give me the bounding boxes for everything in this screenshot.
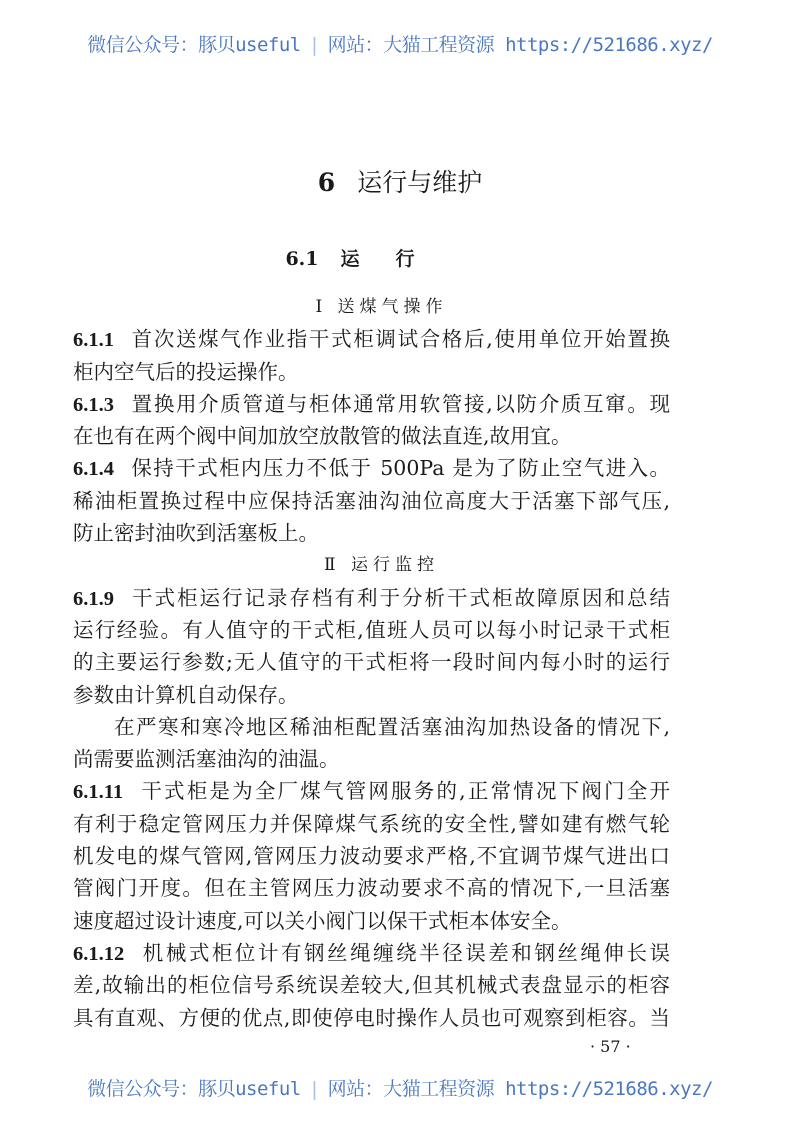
line-text: 参数由计算机自动保存。: [73, 682, 299, 707]
text-line: [73, 775, 670, 807]
clause-number: 6.1.11: [73, 781, 124, 804]
text-line: [73, 905, 670, 937]
watermark-right: 网站：大猫工程资源 https://521686.xyz/: [327, 1078, 713, 1100]
line-text: 在严寒和寒冷地区稀油柜配置活塞油沟加热设备的情况下,: [114, 714, 670, 739]
watermark-right: 网站：大猫工程资源 https://521686.xyz/: [327, 34, 713, 56]
text-line: [73, 872, 670, 904]
line-text: 管阀门开度。但在主管网压力波动要求不高的情况下,一旦活塞: [73, 876, 670, 901]
line-text: 干式柜运行记录存档有利于分析干式柜故障原因和总结: [130, 585, 670, 610]
text-line: [73, 582, 670, 614]
line-text: Ⅱ 运行监控: [324, 555, 439, 576]
section-title: 运行: [340, 248, 451, 270]
text-line: [73, 679, 670, 711]
line-text: 机发电的煤气管网,管网压力波动要求严格,不宜调节煤气进出口: [73, 844, 670, 869]
clause-number: 6.1.1: [73, 329, 114, 352]
watermark-left: 微信公众号：豚贝useful: [87, 34, 301, 56]
line-text: 首次送煤气作业指干式柜调试合格后,使用单位开始置换: [130, 327, 670, 352]
text-line: [73, 485, 670, 517]
text-line: [73, 711, 670, 743]
chapter-title: [0, 163, 800, 199]
line-text: 保持干式柜内压力不低于 500Pa 是为了防止空气进入。: [130, 456, 670, 481]
line-text: 在也有在两个阀中间加放空放散管的做法直连,故用宜。: [73, 424, 572, 449]
text-line: [73, 646, 670, 678]
line-text: 差,故输出的柜位信号系统误差较大,但其机械式表盘显示的柜容: [73, 973, 670, 998]
text-line: [73, 743, 670, 775]
text-line: [73, 808, 670, 840]
chapter-number: 6: [317, 168, 336, 197]
text-line: [73, 388, 670, 420]
watermark-top: [0, 30, 800, 57]
text-line: [73, 840, 670, 872]
line-text: 柜内空气后的投运操作。: [73, 359, 299, 384]
section-number: 6.1: [285, 248, 319, 270]
text-line: [73, 937, 670, 969]
line-text: 的主要运行参数;无人值守的干式柜将一段时间内每小时的运行: [73, 650, 670, 675]
chapter-title-text: 运行与维护: [357, 168, 483, 197]
clause-number: 6.1.4: [73, 458, 114, 481]
subsection-heading: [73, 291, 670, 323]
text-line: [73, 1002, 670, 1034]
line-text: 速度超过设计速度,可以关小阀门以保干式柜本体安全。: [73, 908, 572, 933]
line-text: 具有直观、方便的优点,即使停电时操作人员也可观察到柜容。当: [73, 1005, 670, 1030]
text-line: [73, 356, 670, 388]
page-number: · 57 ·: [590, 1037, 631, 1056]
text-line: [73, 969, 670, 1001]
text-line: [73, 517, 670, 549]
line-text: 机械式柜位计有钢丝绳缠绕半径误差和钢丝绳伸长误: [140, 940, 670, 965]
line-text: Ⅰ 送煤气操作: [315, 297, 448, 317]
body-text: [73, 291, 670, 1034]
subsection-heading: [73, 549, 670, 581]
text-line: [73, 452, 670, 484]
text-line: [73, 614, 670, 646]
line-text: 置换用介质管道与柜体通常用软管接,以防介质互窜。现: [130, 391, 670, 416]
clause-number: 6.1.12: [73, 942, 125, 965]
line-text: 稀油柜置换过程中应保持活塞油沟油位高度大于活塞下部气压,: [73, 488, 670, 513]
watermark-bottom: [0, 1074, 800, 1101]
text-line: [73, 420, 670, 452]
watermark-left: 微信公众号：豚贝useful: [87, 1078, 301, 1100]
section-heading: [0, 244, 736, 271]
clause-number: 6.1.9: [73, 587, 114, 610]
clause-number: 6.1.3: [73, 393, 114, 416]
watermark-separator: |: [308, 1078, 320, 1100]
line-text: 尚需要监测活塞油沟的油温。: [73, 747, 340, 772]
line-text: 有利于稳定管网压力并保障煤气系统的安全性,譬如建有燃气轮: [73, 811, 670, 836]
line-text: 干式柜是为全厂煤气管网服务的,正常情况下阀门全开: [139, 779, 670, 804]
line-text: 防止密封油吹到活塞板上。: [73, 521, 319, 546]
text-line: [73, 323, 670, 355]
line-text: 运行经验。有人值守的干式柜,值班人员可以每小时记录干式柜: [73, 617, 670, 642]
watermark-separator: |: [308, 34, 320, 56]
